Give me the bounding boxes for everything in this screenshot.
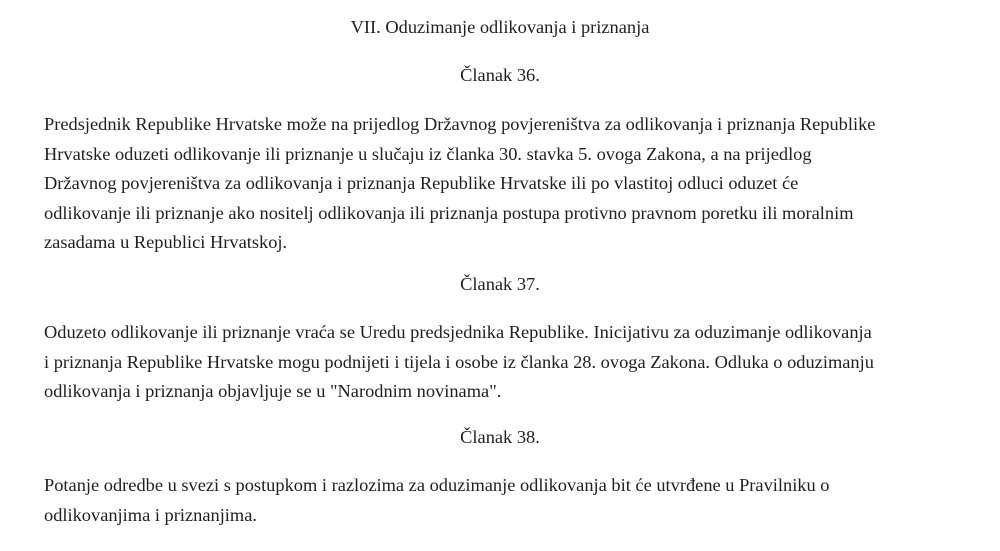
paragraph-line: zasadama u Republici Hrvatskoj. <box>44 232 288 252</box>
paragraph-line: Predsjednik Republike Hrvatske može na prijedlog Državnog povjereništva za odlikovanja i priznanja Republike <box>44 114 876 134</box>
article-36-paragraph <box>44 110 984 258</box>
paragraph-line: Oduzeto odlikovanje ili priznanje vraća se Uredu predsjednika Republike. Inicijativu za oduzimanje odlikovanja <box>44 322 872 342</box>
article-37-title: Članak 37. <box>460 274 540 294</box>
article-36-title: Članak 36. <box>460 65 540 85</box>
section-heading: VII. Oduzimanje odlikovanja i priznanja <box>350 17 650 37</box>
paragraph-line: odlikovanjima i priznanjima. <box>44 504 257 525</box>
paragraph-line: odlikovanja i priznanja objavljuje se u "Narodnim novinama". <box>44 381 502 401</box>
paragraph-line: odlikovanje ili priznanje ako nositelj odlikovanja ili priznanja postupa protivno pravnom poretku ili moralnim <box>44 202 854 223</box>
article-37-paragraph <box>44 318 984 407</box>
paragraph-line: Državnog povjereništva za odlikovanja i priznanja Republike Hrvatske ili po vlastitoj odluci oduzet će <box>44 173 799 193</box>
article-38-paragraph <box>44 471 984 530</box>
paragraph-line: Potanje odredbe u svezi s postupkom i razlozima za oduzimanje odlikovanja bit će utvrđene u Pravilniku o <box>44 475 830 495</box>
article-38-title: Članak 38. <box>460 427 540 447</box>
paragraph-line: Hrvatske oduzeti odlikovanje ili priznanje u slučaju iz članka 30. stavka 5. ovoga Zakona, a na prijedlog <box>44 143 812 164</box>
paragraph-line: i priznanja Republike Hrvatske mogu podnijeti i tijela i osobe iz članka 28. ovoga Zakona. Odluka o oduzimanju <box>44 351 874 372</box>
